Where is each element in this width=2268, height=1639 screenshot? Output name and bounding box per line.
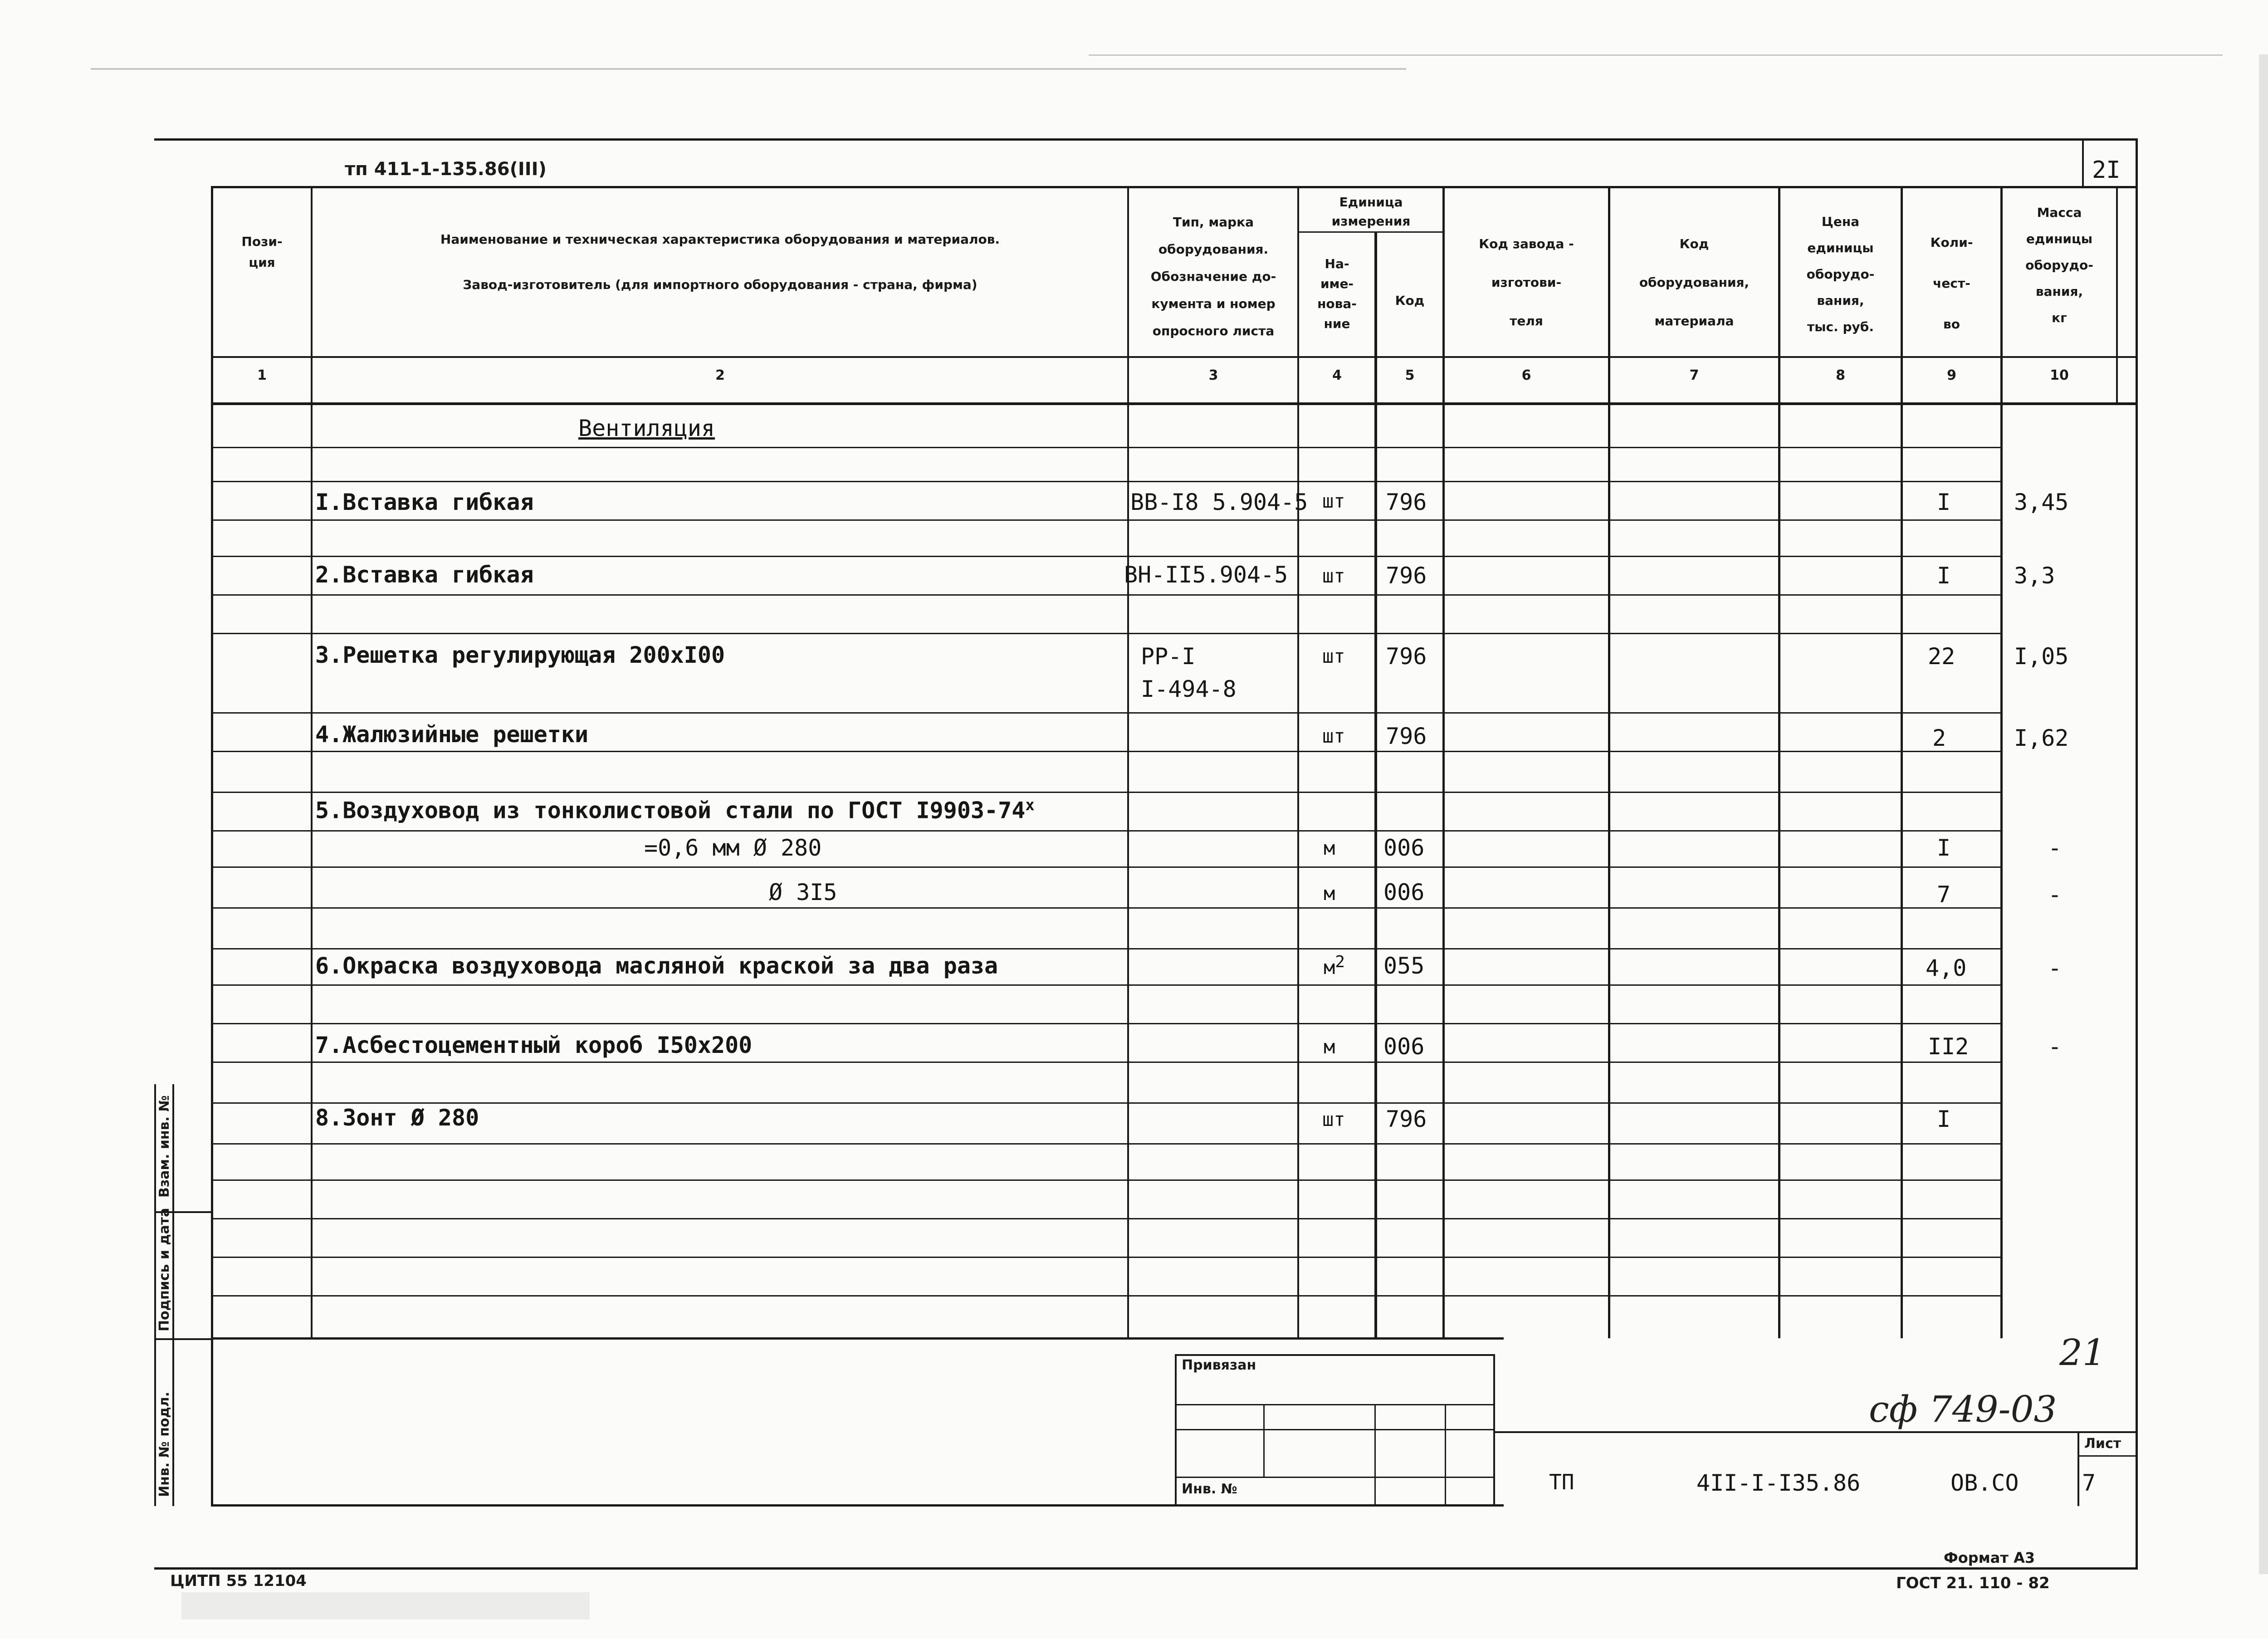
row-6-mass: - — [2048, 955, 2062, 981]
stamp-bound-label: Привязан — [1182, 1357, 1256, 1373]
colnum-5: 5 — [1405, 367, 1415, 383]
row-4-name: 4.Жалюзийные решетки — [315, 721, 589, 748]
row-2-code: 796 — [1386, 563, 1427, 589]
row-line — [211, 481, 2003, 482]
title-tp: ТП — [1549, 1470, 1574, 1494]
stamp-row-3 — [1175, 1477, 1495, 1478]
header-bottom — [211, 356, 2136, 358]
row-line — [211, 1257, 2003, 1258]
row-3-name: 3.Решетка регулирующая 200хI00 — [315, 642, 725, 668]
stamp-row-2 — [1175, 1429, 1495, 1430]
frame-top — [154, 138, 2136, 141]
row-2-qty: I — [1937, 563, 1951, 589]
row-5b-code: 006 — [1383, 879, 1425, 905]
row-7-mass: - — [2048, 1033, 2062, 1060]
row-line — [211, 1102, 2003, 1104]
vline-6 — [1608, 186, 1610, 1338]
header-name-line2: Завод-изготовитель (для импортного оборудования - страна, фирма) — [463, 277, 978, 292]
vline-7 — [1778, 186, 1780, 1338]
row-4-mass: I,62 — [2014, 725, 2069, 751]
colnum-2: 2 — [715, 367, 725, 383]
title-project: 4II-I-I35.86 — [1696, 1470, 1861, 1496]
header-mass: Масса единицы оборудо- вания, кг — [2025, 205, 2093, 325]
stamp-v1 — [1263, 1404, 1265, 1477]
title-sheet-mid — [2077, 1455, 2136, 1457]
header-name-line1: Наименование и техническая характеристика оборудования и материалов. — [440, 232, 1000, 247]
doc-code: тп 411-1-135.86(III) — [345, 159, 547, 180]
title-section: ОВ.СО — [1950, 1470, 2019, 1496]
side-label-inv: Инв. № подл. — [156, 1391, 172, 1497]
frame-bottom — [154, 1567, 2137, 1570]
row-2-mass: 3,3 — [2014, 563, 2055, 589]
row-1-code: 796 — [1386, 489, 1427, 515]
handwritten-code: сф 749-03 — [1869, 1388, 2057, 1430]
row-6-name: 6.Окраска воздуховода масляной краской за два раза — [315, 953, 998, 979]
header-quantity: Коли- чест- во — [1930, 235, 1973, 332]
stamp-inv-label: Инв. № — [1182, 1481, 1237, 1497]
row-5-name — [315, 796, 1035, 824]
row-line — [211, 1062, 2003, 1063]
stamp-v3 — [1445, 1404, 1446, 1506]
vline-10 — [2116, 186, 2118, 404]
handwritten-page-number: 21 — [2059, 1331, 2106, 1374]
side-label-sign: Подпись и дата — [156, 1208, 172, 1331]
sheet-label: Лист — [2084, 1436, 2121, 1452]
colnum-bottom — [211, 402, 2136, 405]
row-5a-qty: I — [1937, 835, 1951, 861]
row-line — [211, 556, 2003, 557]
table-left — [211, 186, 213, 1506]
row-5a-mass: - — [2048, 835, 2062, 861]
header-unit-code: Код — [1395, 293, 1425, 308]
row-line — [211, 751, 2003, 752]
header-unit-name: На- име- нова- ние — [1317, 256, 1357, 331]
vline-5 — [1442, 186, 1445, 1338]
side-strip-h2 — [154, 1338, 211, 1340]
unit-split — [1297, 231, 1442, 233]
header-type: Тип, марка оборудования. Обозначение до- кумента и номер опросного листа — [1150, 215, 1276, 338]
row-line — [211, 1295, 2003, 1297]
row-8-name: 8.Зонт Ø 280 — [315, 1105, 479, 1131]
row-8-code: 796 — [1386, 1106, 1427, 1132]
title-top — [1495, 1431, 2136, 1433]
scan-noise-top2 — [1089, 54, 2223, 56]
side-strip-left — [154, 1084, 156, 1506]
row-5-name-text: 5.Воздуховод из тонколистовой стали по ГОСТ I9903-74 — [315, 797, 1026, 824]
row-2-name: 2.Вставка гибкая — [315, 562, 534, 588]
row-5a-name: =0,6 мм Ø 280 — [644, 835, 822, 861]
row-3-type2: I-494-8 — [1141, 676, 1237, 702]
stamp-row-1 — [1175, 1404, 1495, 1405]
title-sheet-left — [2077, 1431, 2079, 1506]
colnum-6: 6 — [1521, 367, 1531, 383]
colnum-3: 3 — [1208, 367, 1218, 383]
stamp-box-top — [1175, 1354, 1495, 1356]
footer-gost: ГОСТ 21. 110 - 82 — [1896, 1574, 2050, 1592]
colnum-7: 7 — [1689, 367, 1699, 383]
row-5-sup: х — [1025, 796, 1035, 814]
row-line — [211, 948, 2003, 949]
row-2-unit: шт — [1322, 565, 1345, 587]
page-number-top: 2I — [2092, 157, 2121, 184]
row-5b-qty: 7 — [1937, 881, 1951, 908]
row-3-type: РР-I — [1141, 643, 1196, 670]
row-3-code: 796 — [1386, 643, 1427, 670]
scan-noise-bottom — [181, 1592, 590, 1619]
scan-noise-right — [2259, 54, 2268, 1574]
row-1-type: ВВ-I8 5.904-5 — [1130, 489, 1308, 515]
row-2-type: ВН-II5.904-5 — [1124, 562, 1288, 588]
header-factory-code: Код завода - изготови- теля — [1479, 236, 1574, 328]
colnum-1: 1 — [257, 367, 267, 383]
body-bottom — [211, 1337, 1504, 1340]
row-line — [211, 633, 2003, 634]
row-line — [211, 1218, 2003, 1219]
row-line — [211, 447, 2003, 448]
header-equipment-code: Код оборудования, материала — [1639, 236, 1750, 328]
side-strip-right — [172, 1084, 174, 1506]
sheet-number: 7 — [2082, 1470, 2096, 1496]
footer-format: Формат А3 — [1944, 1549, 2035, 1566]
frame-right — [2136, 138, 2138, 1570]
row-4-qty: 2 — [1932, 725, 1946, 751]
stamp-v2 — [1374, 1404, 1376, 1506]
row-5a-unit: м — [1324, 837, 1335, 859]
row-line — [211, 866, 2003, 868]
table-top — [211, 186, 2136, 188]
vline-4 — [1374, 231, 1377, 1338]
colnum-9: 9 — [1947, 367, 1956, 383]
row-line — [211, 1143, 2003, 1145]
row-6-unit-sup: 2 — [1335, 953, 1345, 971]
row-line — [211, 519, 2003, 521]
header-unit: Единица измерения — [1331, 195, 1411, 229]
footer-left: ЦИТП 55 12104 — [170, 1572, 307, 1590]
row-7-qty: II2 — [1928, 1033, 1969, 1060]
row-1-unit: шт — [1322, 490, 1345, 512]
row-6-unit — [1324, 953, 1345, 979]
row-5b-unit: м — [1324, 882, 1335, 905]
colnum-8: 8 — [1836, 367, 1845, 383]
row-5a-code: 006 — [1383, 835, 1425, 861]
row-line — [211, 907, 2003, 909]
row-line — [211, 594, 2003, 596]
row-7-code: 006 — [1383, 1033, 1425, 1060]
row-6-unit-text: м — [1324, 956, 1335, 979]
vline-1 — [311, 186, 313, 1338]
row-line — [211, 1179, 2003, 1181]
row-3-unit: шт — [1322, 645, 1345, 667]
row-line — [211, 830, 2003, 832]
row-3-qty: 22 — [1928, 643, 1955, 670]
row-5b-name: Ø 3I5 — [769, 879, 837, 905]
vline-2 — [1127, 186, 1129, 1338]
section-title: Вентиляция — [578, 415, 715, 441]
row-line — [211, 1023, 2003, 1024]
row-5b-mass: - — [2048, 881, 2062, 908]
colnum-10: 10 — [2050, 367, 2069, 383]
table-bottom — [211, 1504, 1504, 1507]
row-7-unit: м — [1324, 1036, 1335, 1058]
side-label-replace: Взам. инв. № — [156, 1095, 172, 1198]
scan-noise-top — [91, 68, 1406, 70]
row-line — [211, 712, 2003, 714]
frame-page-box-left — [2082, 138, 2084, 188]
row-line — [211, 792, 2003, 793]
row-1-qty: I — [1937, 489, 1951, 515]
row-7-name: 7.Асбестоцементный короб I50х200 — [315, 1032, 753, 1058]
colnum-4: 4 — [1332, 367, 1342, 383]
row-8-qty: I — [1937, 1106, 1951, 1132]
row-1-name: I.Вставка гибкая — [315, 489, 534, 515]
row-3-mass: I,05 — [2014, 643, 2069, 670]
row-6-qty: 4,0 — [1926, 955, 1967, 981]
row-4-code: 796 — [1386, 723, 1427, 749]
row-1-mass: 3,45 — [2014, 489, 2069, 515]
row-4-unit: шт — [1322, 725, 1345, 747]
row-8-unit: шт — [1322, 1108, 1345, 1130]
vline-9 — [2000, 186, 2003, 1338]
vline-8 — [1901, 186, 1903, 1338]
vline-3 — [1297, 186, 1299, 1338]
row-line — [211, 984, 2003, 986]
header-price: Цена единицы оборудо- вания, тыс. руб. — [1806, 214, 1875, 334]
header-position: Пози- ция — [241, 234, 283, 270]
row-6-code: 055 — [1383, 953, 1425, 979]
